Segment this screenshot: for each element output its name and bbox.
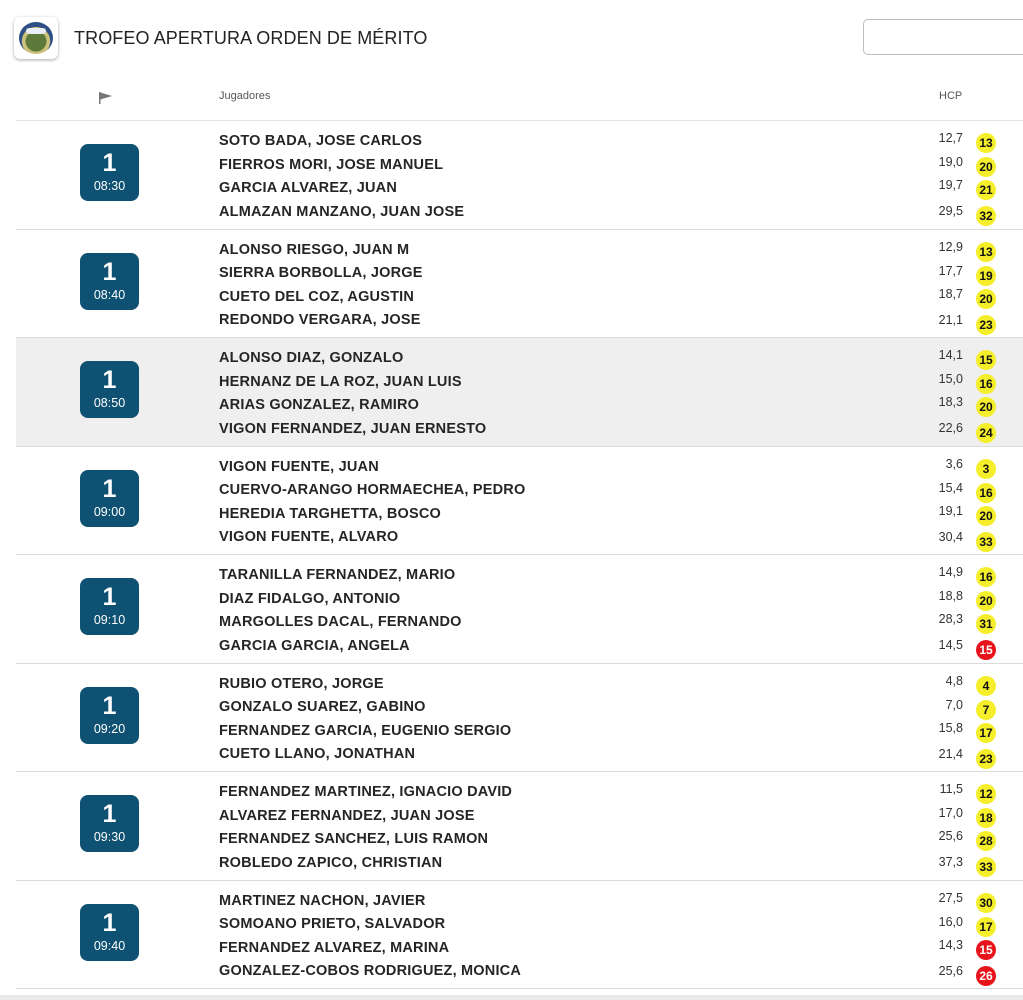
player-hcp: 14,9	[938, 565, 963, 579]
player-hcp: 11,5	[939, 782, 963, 796]
tee-time-badge[interactable]	[80, 795, 139, 852]
playing-handicap-badge: 33	[976, 532, 996, 552]
player-name[interactable]: ALMAZAN MANZANO, JUAN JOSE	[219, 203, 465, 220]
tee-time: 09:30	[93, 830, 126, 844]
player-hcp: 3,6	[945, 456, 963, 471]
tee-time: 08:50	[93, 396, 126, 410]
tee-time-group[interactable]	[16, 772, 1023, 881]
playing-handicap-badge: 15	[976, 940, 996, 960]
player-name[interactable]: ALVAREZ FERNANDEZ, JUAN JOSE	[219, 807, 475, 824]
tee-time-badge[interactable]	[80, 470, 139, 527]
player-name[interactable]: MARGOLLES DACAL, FERNANDO	[219, 614, 462, 630]
tee-time: 08:30	[93, 179, 126, 193]
player-name[interactable]: GARCIA ALVAREZ, JUAN	[219, 180, 397, 196]
tee-time-group[interactable]	[16, 447, 1023, 556]
playing-handicap-badge: 12	[976, 784, 996, 804]
player-hcp: 12,7	[938, 131, 963, 145]
player-name[interactable]: GARCIA GARCIA, ANGELA	[219, 637, 410, 654]
player-name[interactable]: TARANILLA FERNANDEZ, MARIO	[219, 567, 456, 583]
club-crest-logo[interactable]	[14, 17, 58, 59]
player-hcp: 7,0	[945, 697, 963, 712]
player-hcp: 17,0	[938, 806, 963, 820]
player-name[interactable]: VIGON FUENTE, JUAN	[219, 458, 379, 475]
playing-handicap-badge: 20	[976, 506, 996, 526]
player-name[interactable]: HEREDIA TARGHETTA, BOSCO	[219, 505, 442, 522]
player-name[interactable]: VIGON FUENTE, ALVARO	[219, 529, 399, 545]
player-hcp: 27,5	[938, 890, 963, 905]
player-name[interactable]: CUETO DEL COZ, AGUSTIN	[219, 288, 415, 305]
playing-handicap-badge: 4	[976, 676, 996, 696]
player-hcp: 17,7	[938, 263, 963, 278]
tee-time-group[interactable]	[16, 881, 1023, 990]
hole-number: 1	[102, 583, 117, 611]
player-name[interactable]: ALONSO DIAZ, GONZALO	[219, 350, 404, 366]
player-hcp: 16,0	[938, 914, 963, 929]
tee-time-group[interactable]	[16, 664, 1023, 773]
player-hcp: 22,6	[938, 421, 963, 435]
player-hcp: 18,7	[938, 286, 963, 301]
player-name[interactable]: SOMOANO PRIETO, SALVADOR	[219, 916, 446, 932]
player-hcp: 15,4	[938, 480, 963, 495]
tee-time-badge[interactable]	[80, 253, 139, 310]
tee-time-group[interactable]	[16, 338, 1023, 447]
tee-time-badge[interactable]	[80, 578, 139, 635]
player-hcp: 14,3	[938, 937, 963, 952]
player-hcp: 21,1	[938, 312, 963, 327]
hole-number: 1	[102, 474, 117, 503]
player-name[interactable]: SOTO BADA, JOSE CARLOS	[219, 133, 423, 149]
playing-handicap-badge: 20	[976, 397, 996, 417]
player-name[interactable]: MARTINEZ NACHON, JAVIER	[219, 892, 426, 909]
player-name[interactable]: VIGON FERNANDEZ, JUAN ERNESTO	[219, 420, 487, 437]
playing-handicap-badge: 28	[976, 831, 996, 851]
playing-handicap-badge: 16	[976, 374, 996, 394]
page-title: TROFEO APERTURA ORDEN DE MÉRITO	[74, 28, 428, 48]
player-hcp: 21,4	[938, 746, 963, 761]
player-hcp: 15,8	[938, 720, 963, 735]
playing-handicap-badge: 21	[976, 180, 996, 200]
tee-time-badge[interactable]	[80, 687, 139, 744]
player-name[interactable]: GONZALO SUAREZ, GABINO	[219, 699, 426, 715]
hole-number: 1	[102, 691, 117, 720]
playing-handicap-badge: 16	[976, 567, 996, 587]
player-name[interactable]: FERNANDEZ GARCIA, EUGENIO SERGIO	[219, 722, 512, 739]
flag-icon	[98, 91, 114, 105]
tee-time: 09:40	[93, 938, 126, 953]
playing-handicap-badge: 16	[976, 483, 996, 503]
column-header-hcp: HCP	[939, 90, 963, 102]
player-name[interactable]: FIERROS MORI, JOSE MANUEL	[219, 156, 444, 173]
page-header	[0, 0, 1023, 80]
tee-time-group[interactable]	[16, 121, 1023, 230]
player-hcp: 28,3	[938, 612, 963, 626]
player-name[interactable]: HERNANZ DE LA ROZ, JUAN LUIS	[219, 373, 462, 390]
playing-handicap-badge: 32	[976, 206, 996, 226]
playing-handicap-badge: 17	[976, 917, 996, 937]
player-hcp: 14,5	[938, 638, 963, 652]
hole-number: 1	[102, 149, 117, 177]
player-name[interactable]: CUERVO-ARANGO HORMAECHEA, PEDRO	[219, 482, 526, 498]
hole-number: 1	[102, 800, 117, 828]
tee-time: 08:40	[93, 287, 126, 302]
player-hcp: 19,7	[938, 178, 963, 192]
playing-handicap-badge: 31	[976, 614, 996, 634]
playing-handicap-badge: 20	[976, 157, 996, 177]
player-name[interactable]: ROBLEDO ZAPICO, CHRISTIAN	[219, 854, 443, 871]
playing-handicap-badge: 13	[976, 133, 996, 153]
tee-time-badge[interactable]	[80, 144, 139, 201]
playing-handicap-badge: 24	[976, 423, 996, 443]
hole-number: 1	[102, 908, 117, 937]
player-name[interactable]: RUBIO OTERO, JORGE	[219, 675, 384, 692]
playing-handicap-badge: 17	[976, 723, 996, 743]
player-hcp: 4,8	[945, 673, 963, 688]
playing-handicap-badge: 13	[976, 242, 996, 262]
player-hcp: 19,0	[938, 155, 963, 169]
player-hcp: 29,5	[938, 204, 963, 218]
tee-time-group[interactable]	[16, 555, 1023, 664]
player-name[interactable]: SIERRA BORBOLLA, JORGE	[219, 265, 423, 281]
tee-times-list	[16, 121, 1023, 989]
player-name[interactable]: CUETO LLANO, JONATHAN	[219, 746, 416, 762]
playing-handicap-badge: 15	[976, 640, 996, 660]
player-hcp: 12,9	[938, 239, 963, 254]
player-hcp: 37,3	[938, 855, 963, 869]
player-hcp: 30,4	[938, 529, 963, 544]
playing-handicap-badge: 26	[976, 966, 996, 986]
player-hcp: 18,3	[938, 395, 963, 409]
player-hcp: 25,6	[938, 963, 963, 978]
playing-handicap-badge: 20	[976, 289, 996, 309]
playing-handicap-badge: 7	[976, 700, 996, 720]
playing-handicap-badge: 19	[976, 266, 996, 286]
hole-number: 1	[102, 366, 117, 394]
player-hcp: 25,6	[938, 829, 963, 843]
player-hcp: 19,1	[938, 503, 963, 518]
player-name[interactable]: ALONSO RIESGO, JUAN M	[219, 241, 410, 258]
tee-time-group[interactable]	[16, 230, 1023, 339]
player-hcp: 14,1	[938, 348, 963, 362]
playing-handicap-badge: 15	[976, 350, 996, 370]
playing-handicap-badge: 18	[976, 808, 996, 828]
player-name[interactable]: REDONDO VERGARA, JOSE	[219, 312, 421, 328]
tee-time-badge[interactable]	[80, 904, 139, 961]
player-name[interactable]: FERNANDEZ SANCHEZ, LUIS RAMON	[219, 831, 489, 847]
hole-number: 1	[102, 257, 117, 286]
tee-time: 09:00	[93, 504, 126, 519]
player-name[interactable]: DIAZ FIDALGO, ANTONIO	[219, 590, 401, 607]
playing-handicap-badge: 20	[976, 591, 996, 611]
column-header-players: Jugadores	[219, 90, 271, 102]
player-name[interactable]: FERNANDEZ ALVAREZ, MARINA	[219, 939, 450, 956]
playing-handicap-badge: 23	[976, 749, 996, 769]
tee-time-badge[interactable]	[80, 361, 139, 418]
playing-handicap-badge: 30	[976, 893, 996, 913]
playing-handicap-badge: 3	[976, 459, 996, 479]
page-bottom-border	[0, 995, 1023, 1000]
playing-handicap-badge: 23	[976, 315, 996, 335]
playing-handicap-badge: 33	[976, 857, 996, 877]
search-input[interactable]	[863, 19, 1023, 55]
player-name[interactable]: FERNANDEZ MARTINEZ, IGNACIO DAVID	[219, 784, 513, 800]
player-hcp: 15,0	[938, 372, 963, 386]
player-name[interactable]: GONZALEZ-COBOS RODRIGUEZ, MONICA	[219, 963, 522, 979]
player-name[interactable]: ARIAS GONZALEZ, RAMIRO	[219, 397, 420, 413]
player-hcp: 18,8	[938, 589, 963, 603]
tee-time: 09:10	[93, 613, 126, 627]
tee-time: 09:20	[93, 721, 126, 736]
